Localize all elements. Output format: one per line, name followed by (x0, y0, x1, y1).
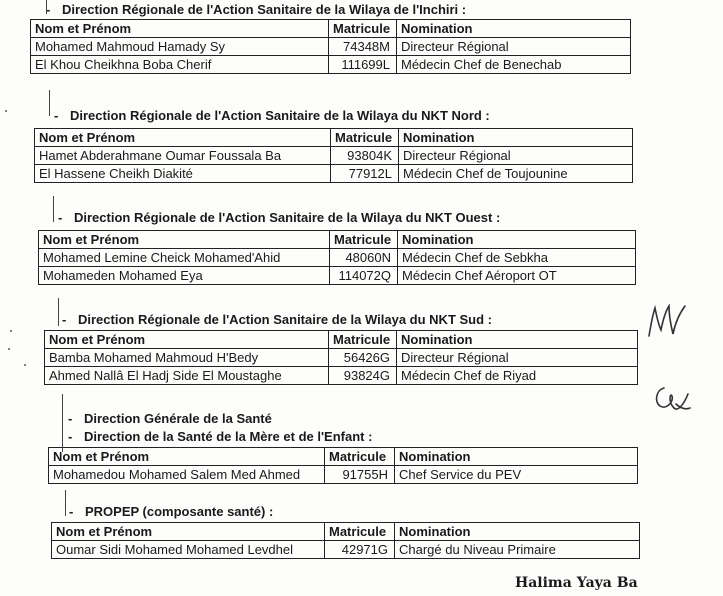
table-header-row (45, 331, 638, 349)
cell-name: Mohamedou Mohamed Salem Med Ahmed (49, 466, 325, 484)
table-row (35, 147, 633, 165)
cell-nomination: Directeur Régional (397, 349, 638, 367)
column-header-matricule: Matricule (330, 231, 398, 249)
column-header-matricule: Matricule (325, 448, 395, 466)
column-header-nomination: Nomination (395, 448, 638, 466)
table-header-row (35, 129, 633, 147)
column-header-matricule: Matricule (329, 20, 397, 38)
section-heading: - Direction Régionale de l'Action Sanitaire de la Wilaya de l'Inchiri : (46, 2, 467, 17)
section-heading: - Direction Régionale de l'Action Sanitaire de la Wilaya du NKT Nord : (54, 108, 490, 123)
section-nkt-nord (34, 108, 633, 183)
heading-text: Direction Régionale de l'Action Sanitaire de la Wilaya de l'Inchiri : (62, 2, 467, 17)
cell-name: El Hassene Cheikh Diakité (35, 165, 331, 183)
cell-name: Hamet Abderahmane Oumar Foussala Ba (35, 147, 331, 165)
section-heading: - Direction Générale de la Santé (68, 411, 272, 426)
table-header-row (31, 20, 631, 38)
margin-line (49, 90, 50, 116)
scan-speck (24, 364, 26, 366)
table-row (52, 541, 640, 559)
signature-name: Halima Yaya Ba (515, 575, 638, 591)
heading-text: Direction Régionale de l'Action Sanitaire de la Wilaya du NKT Nord : (70, 108, 490, 123)
column-header-name: Nom et Prénom (39, 231, 330, 249)
section-propep (51, 504, 640, 559)
margin-line (58, 298, 59, 326)
table-header-row (39, 231, 636, 249)
table-row (35, 165, 633, 183)
section-subheading: - Direction de la Santé de la Mère et de l'Enfant : (68, 429, 373, 444)
cell-name: El Khou Cheikhna Boba Cherif (31, 56, 329, 74)
cell-name: Ahmed Nallâ El Hadj Side El Moustaghe (45, 367, 329, 385)
column-header-name: Nom et Prénom (52, 523, 325, 541)
heading-text: PROPEP (composante santé) : (85, 504, 274, 519)
cell-nomination: Médecin Chef Aéroport OT (398, 267, 636, 285)
heading-text: Direction Régionale de l'Action Sanitaire de la Wilaya du NKT Ouest : (74, 210, 501, 225)
cell-name: Mohamed Lemine Cheick Mohamed'Ahid (39, 249, 330, 267)
cell-matricule: 74348M (329, 38, 397, 56)
table-row (39, 249, 636, 267)
column-header-name: Nom et Prénom (31, 20, 329, 38)
column-header-name: Nom et Prénom (35, 129, 331, 147)
table-row (31, 56, 631, 74)
cell-matricule: 56426G (329, 349, 397, 367)
section-nkt-sud (44, 312, 638, 385)
column-header-nomination: Nomination (398, 231, 636, 249)
table-row (39, 267, 636, 285)
staff-table (48, 447, 638, 484)
cell-name: Bamba Mohamed Mahmoud H'Bedy (45, 349, 329, 367)
section-heading: - PROPEP (composante santé) : (69, 504, 274, 519)
column-header-matricule: Matricule (329, 331, 397, 349)
margin-line (46, 0, 47, 14)
heading-text: Direction de la Santé de la Mère et de l'Enfant : (84, 429, 373, 444)
scan-speck (5, 110, 7, 112)
cell-matricule: 91755H (325, 466, 395, 484)
column-header-nomination: Nomination (397, 331, 638, 349)
scan-speck (8, 348, 10, 350)
cell-nomination: Médecin Chef de Sebkha (398, 249, 636, 267)
table-row (49, 466, 638, 484)
cell-name: Mohamed Mahmoud Hamady Sy (31, 38, 329, 56)
column-header-nomination: Nomination (397, 20, 631, 38)
margin-line (62, 394, 63, 452)
margin-line (53, 196, 54, 222)
cell-nomination: Chargé du Niveau Primaire (395, 541, 640, 559)
table-row (45, 367, 638, 385)
column-header-nomination: Nomination (395, 523, 640, 541)
staff-table (44, 330, 638, 385)
table-row (31, 38, 631, 56)
cell-name: Mohameden Mohamed Eya (39, 267, 330, 285)
cell-matricule: 93804K (331, 147, 399, 165)
handwritten-initials-icon (645, 300, 689, 344)
staff-table (38, 230, 636, 285)
table-header-row (52, 523, 640, 541)
staff-table (34, 128, 633, 183)
margin-line (65, 490, 66, 516)
section-sante-mere-enfant (48, 411, 638, 484)
cell-matricule: 42971G (325, 541, 395, 559)
cell-name: Oumar Sidi Mohamed Mohamed Levdhel (52, 541, 325, 559)
column-header-name: Nom et Prénom (49, 448, 325, 466)
column-header-matricule: Matricule (331, 129, 399, 147)
handwritten-signature-icon (650, 382, 694, 416)
cell-nomination: Médecin Chef de Benechab (397, 56, 631, 74)
cell-nomination: Médecin Chef de Riyad (397, 367, 638, 385)
cell-matricule: 114072Q (330, 267, 398, 285)
section-inchiri (30, 2, 631, 74)
staff-table (30, 19, 631, 74)
scan-speck (10, 330, 12, 332)
column-header-nomination: Nomination (399, 129, 633, 147)
table-row (45, 349, 638, 367)
column-header-name: Nom et Prénom (45, 331, 329, 349)
table-header-row (49, 448, 638, 466)
cell-matricule: 48060N (330, 249, 398, 267)
section-heading: - Direction Régionale de l'Action Sanitaire de la Wilaya du NKT Sud : (62, 312, 492, 327)
section-heading: - Direction Régionale de l'Action Sanitaire de la Wilaya du NKT Ouest : (58, 210, 501, 225)
cell-nomination: Directeur Régional (397, 38, 631, 56)
cell-matricule: 93824G (329, 367, 397, 385)
heading-text: Direction Régionale de l'Action Sanitaire de la Wilaya du NKT Sud : (78, 312, 492, 327)
cell-nomination: Médecin Chef de Toujounine (399, 165, 633, 183)
cell-nomination: Chef Service du PEV (395, 466, 638, 484)
cell-matricule: 111699L (329, 56, 397, 74)
staff-table (51, 522, 640, 559)
cell-nomination: Directeur Régional (399, 147, 633, 165)
column-header-matricule: Matricule (325, 523, 395, 541)
section-nkt-ouest (38, 210, 636, 285)
heading-text: Direction Générale de la Santé (84, 411, 272, 426)
cell-matricule: 77912L (331, 165, 399, 183)
